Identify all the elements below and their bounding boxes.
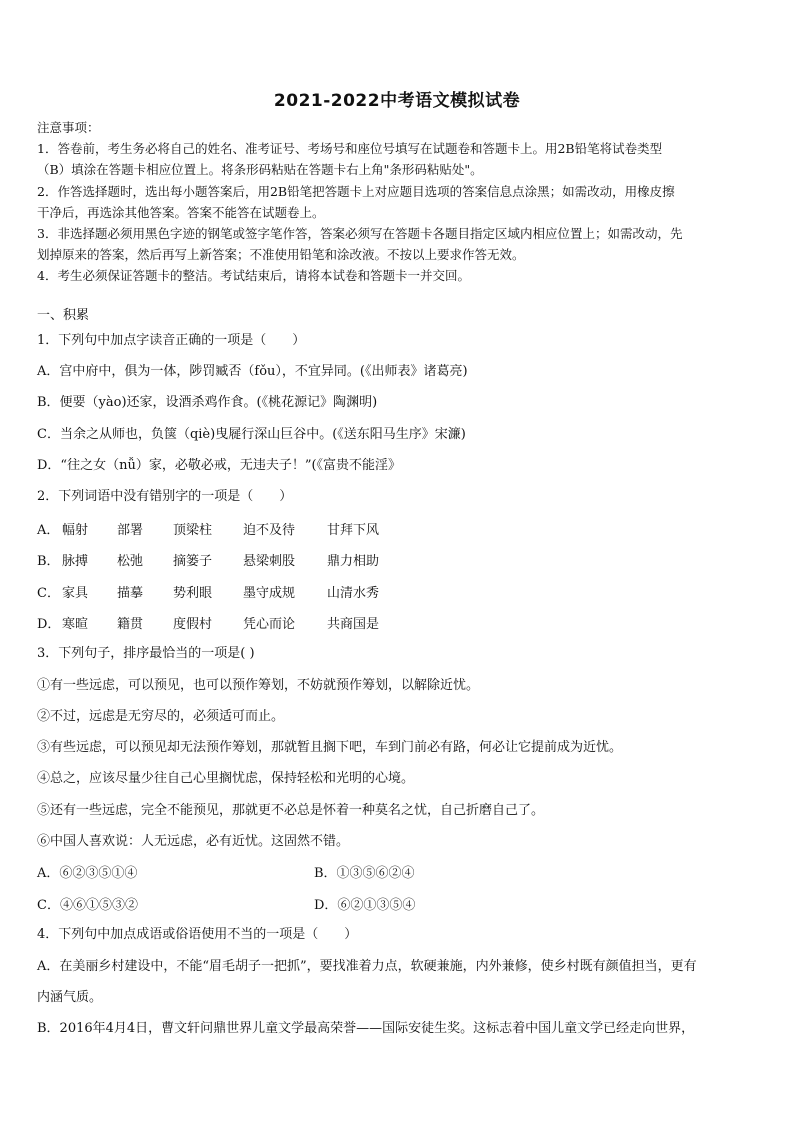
word: 迫不及待 <box>243 523 296 538</box>
option-label: D． <box>37 617 61 632</box>
section-heading: 一、积累 <box>37 308 90 323</box>
sentence: ②不过，远虑是无穷尽的，必须适可而止。 <box>37 709 285 724</box>
option-a: A．⑥②③⑤①④ <box>37 866 138 881</box>
word: 寒暄 <box>62 617 89 632</box>
word: 籍贯 <box>117 617 144 632</box>
sentence: ③有些远虑，可以预见却无法预作筹划，那就暂且搁下吧，车到门前必有路，何必让它提前成为近忧。 <box>37 740 623 755</box>
notice-line: 4．考生必须保证答题卡的整洁。考试结束后，请将本试卷和答题卡一并交回。 <box>37 268 470 283</box>
word: 凭心而论 <box>243 617 296 632</box>
word: 顶梁柱 <box>173 523 213 538</box>
word: 度假村 <box>173 617 213 632</box>
option-d: D．“往之女（nǚ）家，必敬必戒，无违夫子！”(《富贵不能淫》 <box>37 458 402 473</box>
word: 描摹 <box>117 586 144 601</box>
option-label: B． <box>37 554 60 569</box>
word: 共商国是 <box>327 617 380 632</box>
word: 悬梁刺股 <box>243 554 296 569</box>
option-b: B．①③⑤⑥②④ <box>314 866 415 881</box>
word: 部署 <box>117 523 144 538</box>
word: 墨守成规 <box>243 586 296 601</box>
option-b: B．便要（yào)还家，设酒杀鸡作食。(《桃花源记》陶渊明) <box>37 395 378 410</box>
notice-line: 1．答卷前，考生务必将自己的姓名、准考证号、考场号和座位号填写在试题卷和答题卡上。用2B铅笔将试卷类型 <box>37 141 663 156</box>
word: 势利眼 <box>173 586 213 601</box>
notice-line: 划掉原来的答案，然后再写上新答案；不准使用铅笔和涂改液。不按以上要求作答无效。 <box>37 247 525 262</box>
question-stem: 4．下列句中加点成语或俗语使用不当的一项是（ ） <box>37 927 358 942</box>
notice-line: 2．作答选择题时，选出每小题答案后，用2B铅笔把答题卡上对应题目选项的答案信息点涂黑；如需改动，用橡皮擦 <box>37 184 675 199</box>
question-stem: 2．下列词语中没有错别字的一项是（ ） <box>37 489 293 504</box>
option-b-line: B．2016年4月4日，曹文轩问鼎世界儿童文学最高荣誉——国际安徒生奖。这标志着中国儿童文学已经走向世界， <box>37 1021 695 1036</box>
exam-title: 2021-2022中考语文模拟试卷 <box>273 91 521 111</box>
word: 鼎力相助 <box>327 554 380 569</box>
option-a-line: 内涵气质。 <box>37 990 103 1005</box>
sentence: ⑥中国人喜欢说：人无远虑，必有近忧。这固然不错。 <box>37 834 350 849</box>
question-stem: 3．下列句子，排序最恰当的一项是( ) <box>37 646 255 661</box>
option-c: C．当余之从师也，负箧（qiè)曳屣行深山巨谷中。(《送东阳马生序》宋濂) <box>37 427 466 442</box>
word: 脉搏 <box>62 554 89 569</box>
sentence: ①有一些远虑，可以预见，也可以预作筹划，不妨就预作筹划，以解除近忧。 <box>37 678 480 693</box>
word: 山清水秀 <box>327 586 380 601</box>
notice-line: 干净后，再选涂其他答案。答案不能答在试题卷上。 <box>37 205 325 220</box>
word: 摘篓子 <box>173 554 213 569</box>
option-label: A． <box>37 523 60 538</box>
notice-heading: 注意事项： <box>37 120 100 135</box>
notice-line: （B）填涂在答题卡相应位置上。将条形码粘贴在答题卡右上角"条形码粘贴处"。 <box>37 162 483 177</box>
notice-line: 3．非选择题必须用黑色字迹的钢笔或签字笔作答，答案必须写在答题卡各题目指定区域内相应位置上；如需改动，先 <box>37 226 683 241</box>
question-stem: 1．下列句中加点字读音正确的一项是（ ） <box>37 333 306 348</box>
option-a-line: A．在美丽乡村建设中，不能“眉毛胡子一把抓”，要找准着力点，软硬兼施，内外兼修，使乡村既有颜值担当，更有 <box>37 959 697 974</box>
word: 松弛 <box>117 554 144 569</box>
word: 甘拜下风 <box>327 523 380 538</box>
word: 家具 <box>62 586 89 601</box>
option-c: C．④⑥①⑤③② <box>37 898 138 913</box>
option-a: A．宫中府中，俱为一体，陟罚臧否（fǒu），不宜异同。(《出师表》诸葛亮) <box>37 364 468 379</box>
option-label: C． <box>37 586 60 601</box>
option-d: D．⑥②①③⑤④ <box>314 898 416 913</box>
sentence: ⑤还有一些远虑，完全不能预见，那就更不必总是怀着一种莫名之忧，自己折磨自己了。 <box>37 803 545 818</box>
sentence: ④总之，应该尽量少往自己心里搁忧虑，保持轻松和光明的心境。 <box>37 771 415 786</box>
word: 幅射 <box>62 523 89 538</box>
